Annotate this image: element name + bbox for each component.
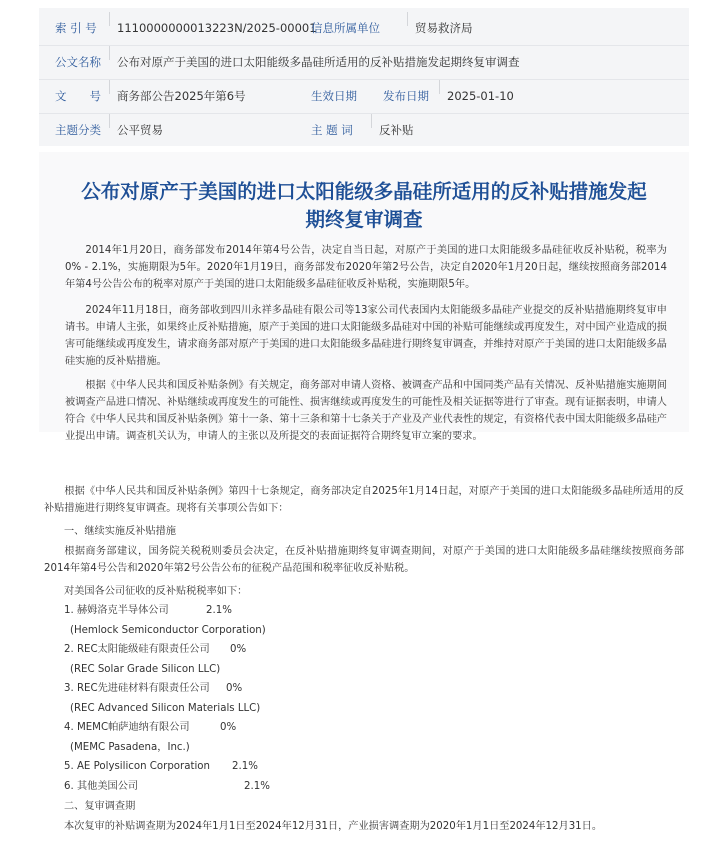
doc-number-value: 商务部公告2025年第6号 (117, 89, 246, 103)
divider (109, 80, 110, 94)
period-paragraph: 本次复审的补贴调查期为2024年1月1日至2024年12月31日，产业损害调查期为2020年1月1日至2024年12月31日。 (64, 821, 603, 832)
publish-date-value: 2025-01-10 (447, 89, 514, 103)
article-panel (39, 152, 689, 442)
section-heading-period: 二、复审调查期 (64, 801, 136, 812)
company-rate-item (64, 778, 270, 795)
company-rate: 2.1% (232, 761, 258, 772)
meta-row-index (39, 12, 689, 46)
section-heading-continue: 一、继续实施反补贴措施 (64, 526, 177, 537)
effective-date-label: 生效日期 (311, 89, 357, 103)
divider (439, 80, 440, 94)
company-name: 2. REC太阳能级硅有限责任公司 (64, 644, 210, 655)
company-rate: 0% (230, 644, 247, 655)
company-rate: 2.1% (244, 781, 270, 792)
company-english-name: (REC Solar Grade Silicon LLC) (70, 664, 221, 675)
company-rate: 0% (220, 722, 237, 733)
company-name: 3. REC先进硅材料有限责任公司 (64, 683, 210, 694)
meta-row-docno (39, 80, 689, 114)
company-rate-item (64, 758, 258, 775)
company-name: 6. 其他美国公司 (64, 781, 139, 792)
company-name: 1. 赫姆洛克半导体公司 (64, 605, 169, 616)
doc-number-label: 文 号 (55, 89, 101, 103)
meta-row-category (39, 114, 689, 147)
doc-name-label: 公文名称 (55, 55, 101, 69)
company-rate-item (64, 680, 243, 697)
divider (407, 12, 408, 26)
document-metadata-panel (39, 8, 689, 146)
unit-label: 信息所属单位 (311, 21, 380, 35)
company-rate: 0% (226, 683, 243, 694)
company-english-name: (REC Advanced Silicon Materials LLC) (70, 703, 261, 714)
company-name: 5. AE Polysilicon Corporation (64, 761, 210, 772)
keyword-value: 反补贴 (379, 123, 414, 137)
category-label: 主题分类 (55, 123, 101, 137)
divider (371, 114, 372, 128)
continue-paragraph: 根据商务部建议，国务院关税税则委员会决定，在反补贴措施期终复审调查期间，对原产于美国的进口太阳能级多晶硅继续按照商务部2014年第4号公告和2020年第2号公告公布的征税产品范围和税率征收反补贴税。 (44, 546, 684, 574)
company-rate-item (64, 641, 247, 658)
article-paragraph: 2014年1月20日，商务部发布2014年第4号公告，决定自当日起，对原产于美国的进口太阳能级多晶硅征收反补贴税，税率为0% - 2.1%，实施期限为5年。2020年1月19日，商务部发布2020年第2号公告，决定自2020年1月20日起，继续按照商务部2014年第4号公告公布的税率对原产于美国的进口太阳能级多晶硅征收反补贴税，实施期限5年。 (65, 245, 667, 290)
publish-date-label: 发布日期 (383, 89, 429, 103)
index-value: 1110000000013223N/2025-00001 (117, 21, 317, 35)
company-rate: 2.1% (206, 605, 232, 616)
company-name: 4. MEMC帕萨迪纳有限公司 (64, 722, 190, 733)
decision-paragraph: 根据《中华人民共和国反补贴条例》第四十七条规定，商务部决定自2025年1月14日起，对原产于美国的进口太阳能级多晶硅所适用的反补贴措施进行期终复审调查。现将有关事项公告如下： (44, 486, 684, 514)
keyword-label: 主 题 词 (311, 123, 353, 137)
company-rate-item (64, 602, 232, 619)
article-title-line-2: 期终复审调查 (305, 208, 423, 231)
company-english-name: (MEMC Pasadena，Inc.) (70, 742, 190, 753)
company-rate-item (64, 719, 237, 736)
divider (109, 12, 110, 26)
meta-row-name (39, 46, 689, 80)
article-title-line-1: 公布对原产于美国的进口太阳能级多晶硅所适用的反补贴措施发起 (81, 180, 647, 203)
doc-name-value: 公布对原产于美国的进口太阳能级多晶硅所适用的反补贴措施发起期终复审调查 (117, 55, 520, 69)
index-label: 索 引 号 (55, 21, 97, 35)
divider (109, 46, 110, 60)
category-value: 公平贸易 (117, 123, 163, 137)
divider (109, 114, 110, 128)
company-english-name: (Hemlock Semiconductor Corporation) (70, 625, 266, 636)
rates-intro: 对美国各公司征收的反补贴税税率如下： (64, 586, 248, 597)
article-paragraph: 根据《中华人民共和国反补贴条例》有关规定，商务部对申请人资格、被调查产品和中国同类产品有关情况、反补贴措施实施期间被调查产品进口情况、补贴继续或再度发生的可能性、损害继续或再度发生的可能性及相关证据等进行了审查。现有证据表明，申请人符合《中华人民共和国反补贴条例》第十一条、第十三条和第十七条关于产业及产业代表性的规定，有资格代表中国太阳能级多晶硅产业提出申请。调查机关认为，申请人的主张以及所提交的表面证据符合期终复审立案的要求。 (65, 380, 667, 442)
article-title (39, 178, 689, 234)
unit-value: 贸易救济局 (415, 21, 473, 35)
article-paragraph: 2024年11月18日，商务部收到四川永祥多晶硅有限公司等13家公司代表国内太阳能级多晶硅产业提交的反补贴措施期终复审申请书。申请人主张，如果终止反补贴措施，原产于美国的进口太阳能级多晶硅对中国的补贴可能继续或再度发生，对中国产业造成的损害可能继续或再度发生，请求商务部对原产于美国的进口太阳能级多晶硅进行期终复审调查，并维持对原产于美国的进口太阳能级多晶硅实施的反补贴措施。 (65, 305, 667, 367)
